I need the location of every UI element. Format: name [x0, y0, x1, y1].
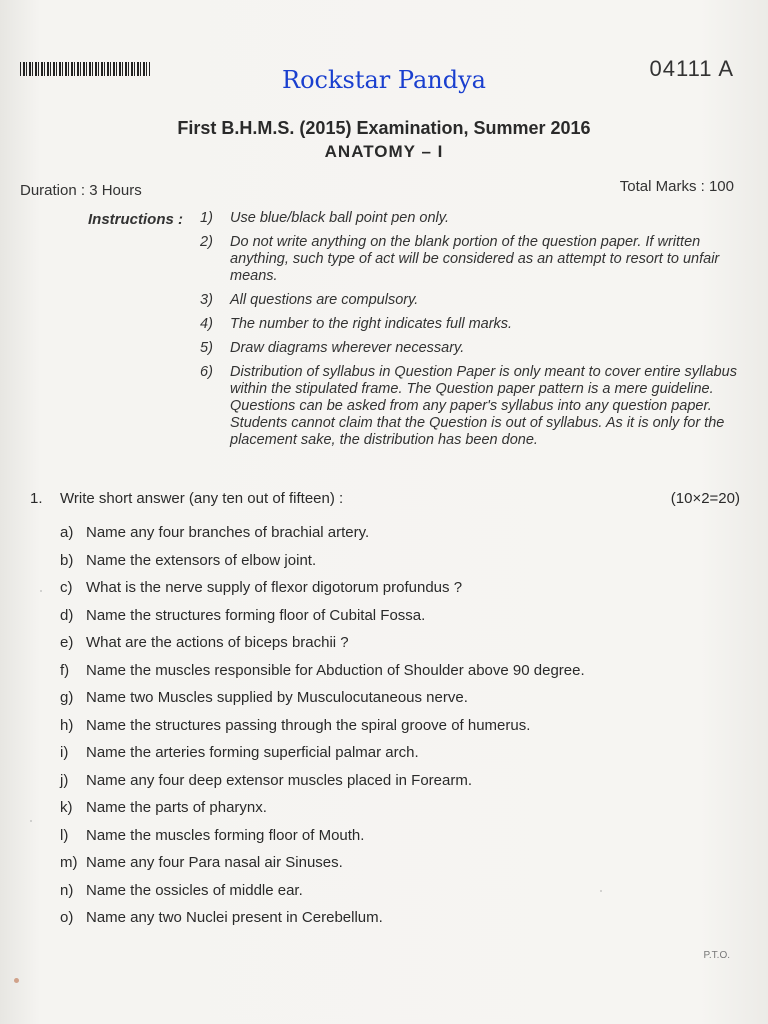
sub-question: f) Name the muscles responsible for Abduction of Shoulder above 90 degree. — [60, 661, 585, 679]
instruction-item: 4) The number to the right indicates full marks. — [200, 316, 513, 332]
sub-question: o) Name any two Nuclei present in Cerebellum. — [60, 909, 383, 926]
paper-speck — [600, 890, 602, 892]
sub-question: i) Name the arteries forming superficial palmar arch. — [60, 744, 419, 761]
question-text: Write short answer (any ten out of fifteen) : — [60, 490, 344, 507]
paper-code: 04111 A — [649, 56, 734, 81]
question-1-header — [30, 490, 740, 507]
instructions-list — [200, 210, 745, 456]
instructions-label: Instructions : — [88, 211, 184, 228]
paper-speck — [30, 820, 32, 822]
sub-question: b) Name the extensors of elbow joint. — [60, 551, 317, 569]
subject-title: ANATOMY – I — [324, 142, 444, 161]
sub-question: m) Name any four Para nasal air Sinuses. — [60, 854, 343, 871]
sub-question: h) Name the structures passing through the spiral groove of humerus. — [60, 716, 531, 734]
paper-speck — [40, 590, 42, 592]
sub-question: a) Name any four branches of brachial artery. — [60, 524, 370, 541]
total-marks: Total Marks : 100 — [619, 178, 734, 195]
paper-speck — [14, 978, 19, 983]
sub-question: j) Name any four deep extensor muscles placed in Forearm. — [60, 771, 473, 789]
page-turn-over: P.T.O. — [703, 950, 730, 961]
sub-question: d) Name the structures forming floor of Cubital Fossa. — [60, 606, 426, 624]
instruction-item: 6) Distribution of syllabus in Question Paper is only meant to cover entire syllabus within the stipulated frame. The Question paper pattern is a mere guideline. Questions can be asked from any paper's syllabus into any question paper. Students cannot claim that the Question is out of syllabus. As it is only for the placement sake, the distribution has been done. — [200, 364, 737, 448]
sub-question: g) Name two Muscles supplied by Musculocutaneous nerve. — [60, 689, 468, 706]
exam-title: First B.H.M.S. (2015) Examination, Summer 2016 — [177, 118, 591, 138]
sub-question: k) Name the parts of pharynx. — [60, 799, 267, 816]
question-marks: (10×2=20) — [670, 490, 740, 507]
sub-question: c) What is the nerve supply of flexor digotorum profundus ? — [60, 579, 463, 596]
sub-question: n) Name the ossicles of middle ear. — [60, 881, 303, 899]
question-number: 1. — [30, 490, 43, 507]
watermark-name: Rockstar Pandya — [282, 66, 486, 94]
sub-question: l) Name the muscles forming floor of Mouth. — [60, 826, 365, 844]
instruction-item: 5) Draw diagrams wherever necessary. — [200, 340, 465, 356]
duration: Duration : 3 Hours — [20, 182, 142, 199]
question-1-list — [60, 524, 740, 937]
instruction-item: 1) Use blue/black ball point pen only. — [200, 210, 449, 226]
instruction-item: 3) All questions are compulsory. — [200, 292, 419, 308]
sub-question: e) What are the actions of biceps brachii ? — [60, 634, 349, 651]
instruction-item: 2) Do not write anything on the blank portion of the question paper. If written anything, such type of act will be considered as an attempt to resort to unfair means. — [200, 234, 720, 284]
